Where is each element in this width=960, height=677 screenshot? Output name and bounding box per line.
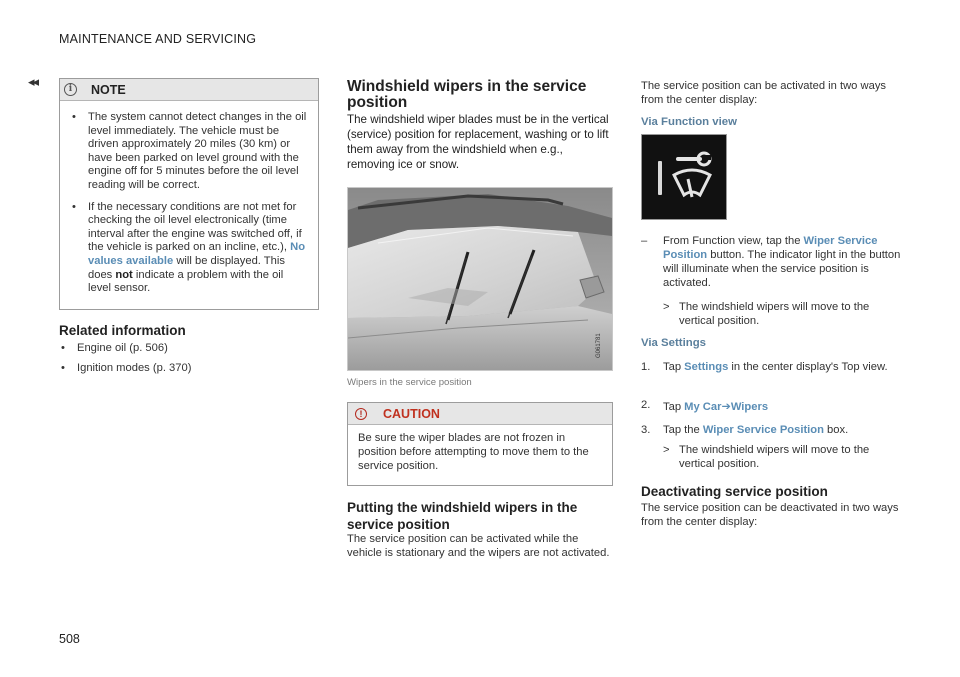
related-link-engine-oil[interactable]: • Engine oil (p. 506) — [59, 341, 319, 355]
section-header: MAINTENANCE AND SERVICING — [59, 32, 257, 46]
settings-step-3 — [641, 423, 905, 437]
note-text: will be displayed. This does — [88, 254, 285, 281]
step-text: box. — [823, 424, 849, 436]
related-list — [59, 341, 319, 381]
step-text: Tap the — [663, 424, 703, 436]
settings-result — [663, 443, 903, 471]
my-car-label: My Car — [684, 401, 722, 413]
wipers-photo — [347, 187, 613, 371]
windshield-illustration — [348, 188, 612, 370]
note-text: If the necessary conditions are not met for checking the oil level electronically (time interval after the engine was switched off, if the vehicle is parked on an incline, etc.), — [88, 200, 302, 254]
caution-box — [347, 402, 613, 486]
note-header — [60, 79, 318, 101]
wipers-label: Wipers — [730, 401, 769, 413]
result-marker: > — [663, 444, 670, 456]
step-number: 3. — [641, 424, 651, 436]
putting-heading: Putting the windshield wipers in the service position — [347, 500, 578, 532]
settings-step-2 — [641, 400, 905, 414]
caution-header — [348, 403, 612, 425]
wipers-title: Windshield wipers in the service position — [347, 78, 587, 111]
note-title: NOTE — [91, 82, 126, 97]
settings-heading: Via Settings — [641, 337, 706, 349]
note-text: indicate a problem with the oil level sensor. — [88, 268, 284, 295]
note-item: • The system cannot detect changes in the oil level immediately. The vehicle must be driven approximately 20 miles (30 km) or have been parked on level ground with the engine off for 5 minutes before the oil level reading will be correct. — [80, 111, 308, 193]
arrow-icon: ➔ — [721, 401, 731, 413]
putting-text: The service position can be activated while the vehicle is stationary and the wipers are not activated. — [347, 533, 610, 559]
image-code: G061781 — [596, 333, 602, 358]
related-link-ignition-modes[interactable]: • Ignition modes (p. 370) — [59, 361, 319, 375]
emphasis-not: not — [115, 268, 133, 281]
settings-step-1 — [641, 360, 905, 374]
deactivating-heading: Deactivating service position — [641, 484, 828, 499]
deactivating-text: The service position can be deactivated in two ways from the center display: — [641, 502, 899, 528]
step-text: in the center display's Top view. — [728, 361, 888, 373]
result-marker: > — [663, 301, 670, 313]
step-text: From Function view, tap the — [663, 235, 804, 247]
activation-intro: The service position can be activated in two ways from the center display: — [641, 80, 887, 106]
note-item — [80, 201, 308, 296]
related-information-heading: Related information — [59, 323, 186, 338]
caution-text: Be sure the wiper blades are not frozen in position before attempting to move them to the service position. — [358, 432, 589, 472]
function-view-step — [641, 234, 905, 290]
note-box — [59, 78, 319, 310]
wiper-service-button-icon — [641, 134, 727, 220]
function-view-result — [663, 300, 903, 328]
step-number: 1. — [641, 361, 651, 373]
step-text: Tap — [663, 401, 685, 413]
result-text: The windshield wipers will move to the vertical position. — [679, 301, 870, 327]
note-list — [60, 101, 318, 296]
back-arrows-icon[interactable]: ◂◂ — [28, 74, 38, 89]
step-number: 2. — [641, 399, 651, 411]
settings-label: Settings — [684, 361, 729, 373]
caution-title: CAUTION — [383, 406, 440, 421]
wiper-service-icon — [642, 135, 726, 219]
info-icon: i — [64, 83, 77, 96]
wiper-service-position-label: Wiper Service Position — [663, 235, 878, 261]
no-values-available-label: No values available — [88, 241, 306, 267]
caution-icon: ! — [355, 408, 367, 420]
wiper-service-position-box-label: Wiper Service Position — [702, 424, 824, 436]
function-view-heading: Via Function view — [641, 116, 737, 128]
step-text: Tap — [663, 361, 685, 373]
wipers-intro: The windshield wiper blades must be in the vertical (service) position for replacement, washing or to lift them away from the windshield when e.g., removing ice or snow. — [347, 113, 609, 171]
step-text: button. The indicator light in the button will illuminate when the service position is activated. — [663, 249, 901, 289]
step-dash: – — [641, 235, 648, 247]
result-text: The windshield wipers will move to the vertical position. — [679, 444, 870, 470]
page-number: 508 — [59, 632, 80, 646]
photo-caption: Wipers in the service position — [347, 377, 472, 388]
